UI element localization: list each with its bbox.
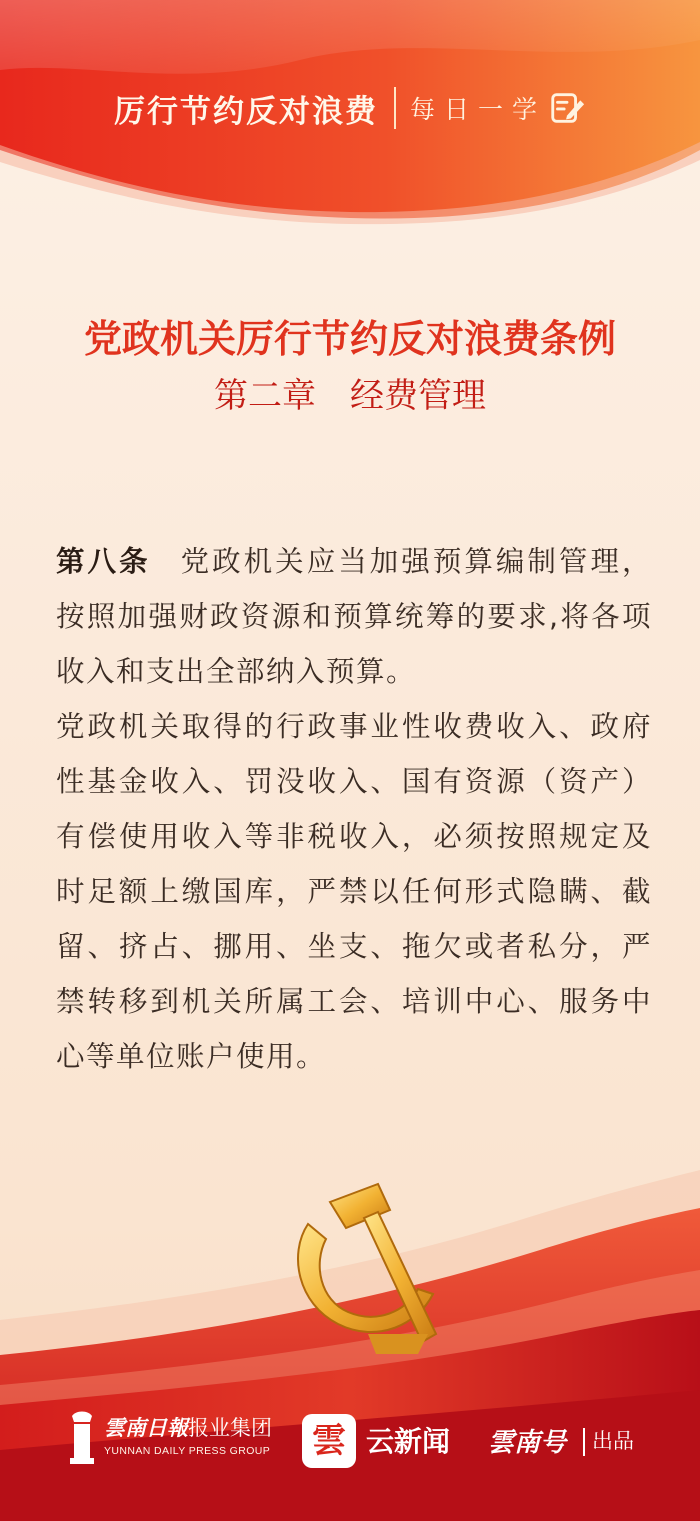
footer-divider — [583, 1428, 585, 1456]
article-paragraph-2: 党政机关取得的行政事业性收费收入、政府性基金收入、罚没收入、国有资源（资产）有偿使用收入等非税收入，必须按照规定及时足额上缴国库，严禁以任何形式隐瞒、截留、挤占、挪用、坐支、拖欠或者私分，严禁转移到机关所属工会、培训中心、服务中心等单位账户使用。 — [56, 710, 652, 1073]
header-subtitle: 每日一学 — [409, 95, 546, 124]
header-row — [0, 78, 700, 138]
yun-news-logo-glyph: 雲 — [312, 1421, 346, 1461]
chapter-title — [0, 368, 700, 417]
press-group-logo-icon — [66, 1408, 98, 1468]
article-paragraph-1-text: 党政机关应当加强预算编制管理，按照加强财政资源和预算统筹的要求,将各项收入和支出全部纳入预算。 — [56, 545, 652, 688]
article-label: 第八条 — [56, 545, 151, 578]
yunnan-hao-brand: 雲南号 — [488, 1428, 567, 1458]
produced-by-label: 出品 — [592, 1429, 634, 1453]
press-group-suffix: 报业集团 — [188, 1416, 272, 1440]
press-group-brand — [104, 1412, 272, 1457]
header-title: 厉行节约反对浪费 — [113, 93, 378, 130]
main-title: 党政机关厉行节约反对浪费条例 — [83, 316, 616, 361]
pen-paper-icon — [548, 89, 586, 127]
footer-credits — [0, 1408, 700, 1472]
article-paragraph-1 — [56, 534, 652, 699]
press-group-english: YUNNAN DAILY PRESS GROUP — [104, 1445, 271, 1457]
header-divider — [394, 87, 396, 129]
article-body — [56, 534, 652, 1084]
press-group-name: 雲南日報 — [104, 1415, 188, 1440]
chapter-number: 第二章 — [214, 376, 316, 416]
chapter-name: 经费管理 — [350, 376, 486, 416]
yun-news-app-icon — [302, 1414, 356, 1468]
yun-news-brand: 云新闻 — [366, 1425, 451, 1458]
